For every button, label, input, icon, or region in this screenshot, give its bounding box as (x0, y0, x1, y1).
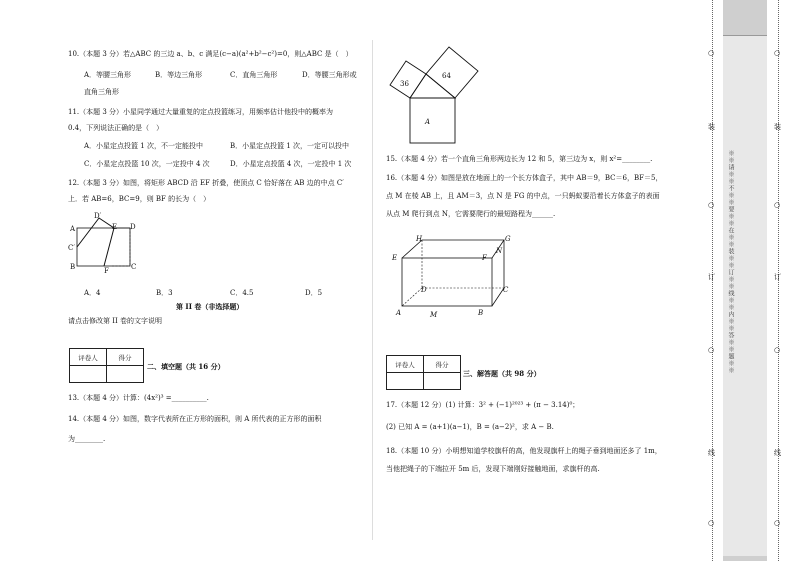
q16-label-m: M (430, 311, 438, 319)
inner-label-4: 订 (774, 273, 781, 281)
q12-option-d: D．5 (305, 289, 323, 297)
score-table-2-header-grader: 评卷人 (387, 356, 424, 373)
q11-stem-line1: 11.（本题 3 分）小星同学通过大量重复的定点投篮练习，用频率估计他投中的概率为 (68, 108, 334, 116)
inner-label-7: ○ (774, 519, 781, 527)
score-table-1-header-grader: 评卷人 (70, 349, 107, 366)
q18-stem-line1: 18.（本题 10 分）小明想知道学校旗杆的高，他发现旗杆上的绳子垂到地面还多了 1m， (386, 447, 662, 455)
score-table-1-cell-score[interactable] (107, 366, 144, 383)
outer-label-3: ○ (708, 201, 715, 209)
q12-option-b: B．3 (156, 289, 173, 297)
score-table-2-cell-score[interactable] (424, 373, 461, 390)
inner-label-1: ○ (774, 49, 781, 57)
q16-label-a: A (396, 309, 402, 317)
outer-label-5: ○ (708, 346, 715, 354)
q12-option-c: C．4.5 (230, 289, 254, 297)
q16-box-figure (392, 232, 522, 322)
outer-label-2: 装 (708, 123, 715, 131)
q16-label-h: H (416, 235, 423, 243)
part2-note: 请点击修改第 II 卷的文字说明 (68, 317, 162, 325)
q10-stem: 10.（本题 3 分）若△ABC 的三边 a、b、c 满足(c−a)(a²+b²−c²)=0，则△ABC 是（ ） (68, 50, 353, 58)
binding-warning-text: ※※请※※不※※要※※在※※装※※订※※线※※内※※答※※题※※ (727, 150, 734, 374)
inner-label-3: ○ (774, 201, 781, 209)
score-table-1 (69, 348, 144, 383)
q16-stem-line3: 从点 M 爬行到点 N，它需要爬行的最短路程为______. (386, 210, 556, 218)
q10-option-d: D．等腰三角形或 (302, 71, 357, 79)
q16-label-d: D (421, 286, 427, 294)
score-table-2-cell-grader[interactable] (387, 373, 424, 390)
q16-label-c: C (503, 286, 509, 294)
outer-label-7: ○ (708, 519, 715, 527)
q11-option-b: B．小星定点投篮 1 次，一定可以投中 (230, 142, 350, 150)
q14-stem-line1: 14.（本题 4 分）如图，数字代表所在正方形的面积，则 A 所代表的正方形的面积 (68, 415, 322, 423)
q12-label-c: C (131, 263, 137, 271)
q12-option-a: A．4 (84, 289, 101, 297)
q12-label-cprime: C′ (68, 244, 75, 252)
q11-stem-line2: 0.4，下列说法正确的是（ ） (68, 124, 164, 132)
score-table-1-cell-grader[interactable] (70, 366, 107, 383)
q10-option-b: B．等边三角形 (155, 71, 203, 79)
column-divider (372, 40, 373, 540)
q14-label-36: 36 (400, 80, 409, 88)
q11-option-c: C．小星定点投篮 10 次，一定投中 4 次 (84, 160, 210, 168)
q14-stem-line2: 为________. (68, 435, 106, 443)
inner-label-5: ○ (774, 346, 781, 354)
q16-label-b: B (478, 309, 484, 317)
q12-label-e: E (112, 223, 118, 231)
q14-label-a: A (425, 118, 431, 126)
inner-label-6: 线 (774, 449, 781, 457)
binding-strip (694, 0, 794, 561)
q12-label-b: B (70, 263, 76, 271)
q10-option-a: A．等腰三角形 (84, 71, 132, 79)
q14-label-64: 64 (442, 72, 451, 80)
q14-squares-figure (384, 36, 484, 146)
q12-label-d: D (130, 223, 136, 231)
outer-label-4: 订 (708, 273, 715, 281)
q12-label-a: A (70, 225, 76, 233)
q10-option-d-cont: 直角三角形 (84, 88, 119, 96)
score-table-2-header-score: 得分 (424, 356, 461, 373)
q12-label-dprime: D′ (94, 212, 102, 220)
section3-title: 三、解答题（共 98 分） (463, 369, 541, 378)
q15-text: 15.（本题 4 分）若一个直角三角形两边长为 12 和 5，第三边为 x，则 x²=________. (386, 155, 653, 163)
q16-label-f: F (482, 254, 487, 262)
q18-stem-line2: 当他把绳子的下端拉开 5m 后，发现下端刚好接触地面，求旗杆的高. (386, 465, 600, 473)
q11-option-a: A．小星定点投篮 1 次，不一定能投中 (84, 142, 203, 150)
outer-label-6: 线 (708, 449, 715, 457)
q13-text: 13.（本题 4 分）计算：(4x²)³ =__________. (68, 394, 209, 402)
q12-stem-line1: 12.（本题 3 分）如图，将矩形 ABCD 沿 EF 折叠，使顶点 C 恰好落在 AB 边的中点 C′ (68, 179, 344, 187)
outer-label-1: ○ (708, 49, 715, 57)
q16-stem-line2: 点 M 在棱 AB 上，且 AM＝3，点 N 是 FG 的中点，一只蚂蚁要沿着长方体盒子的表面 (386, 192, 660, 200)
q17-part1: 17.（本题 12 分）(1) 计算：3² + (−1)²⁰²³ + (π − 3.14)⁰； (386, 401, 580, 409)
q16-label-n: N (496, 247, 503, 255)
q17-part2: (2) 已知 A = (a+1)(a−1)，B = (a−2)²，求 A − B. (386, 423, 554, 431)
q10-option-c: C．直角三角形 (230, 71, 278, 79)
q16-label-e: E (392, 254, 398, 262)
q16-label-g: G (505, 235, 511, 243)
inner-label-2: 装 (774, 123, 781, 131)
score-table-2 (386, 355, 461, 390)
q16-stem-line1: 16.（本题 4 分）如图是放在地面上的一个长方体盒子，其中 AB＝9，BC＝6，BF＝5， (386, 174, 663, 182)
part2-title: 第 II 卷（非选择题） (176, 302, 244, 311)
score-table-1-header-score: 得分 (107, 349, 144, 366)
section2-title: 二、填空题（共 16 分） (147, 362, 225, 371)
q12-stem-line2: 上．若 AB=6，BC=9，则 BF 的长为（ ） (68, 195, 211, 203)
q11-option-d: D．小星定点投篮 4 次，一定投中 1 次 (230, 160, 352, 168)
q12-label-f: F (104, 267, 109, 275)
